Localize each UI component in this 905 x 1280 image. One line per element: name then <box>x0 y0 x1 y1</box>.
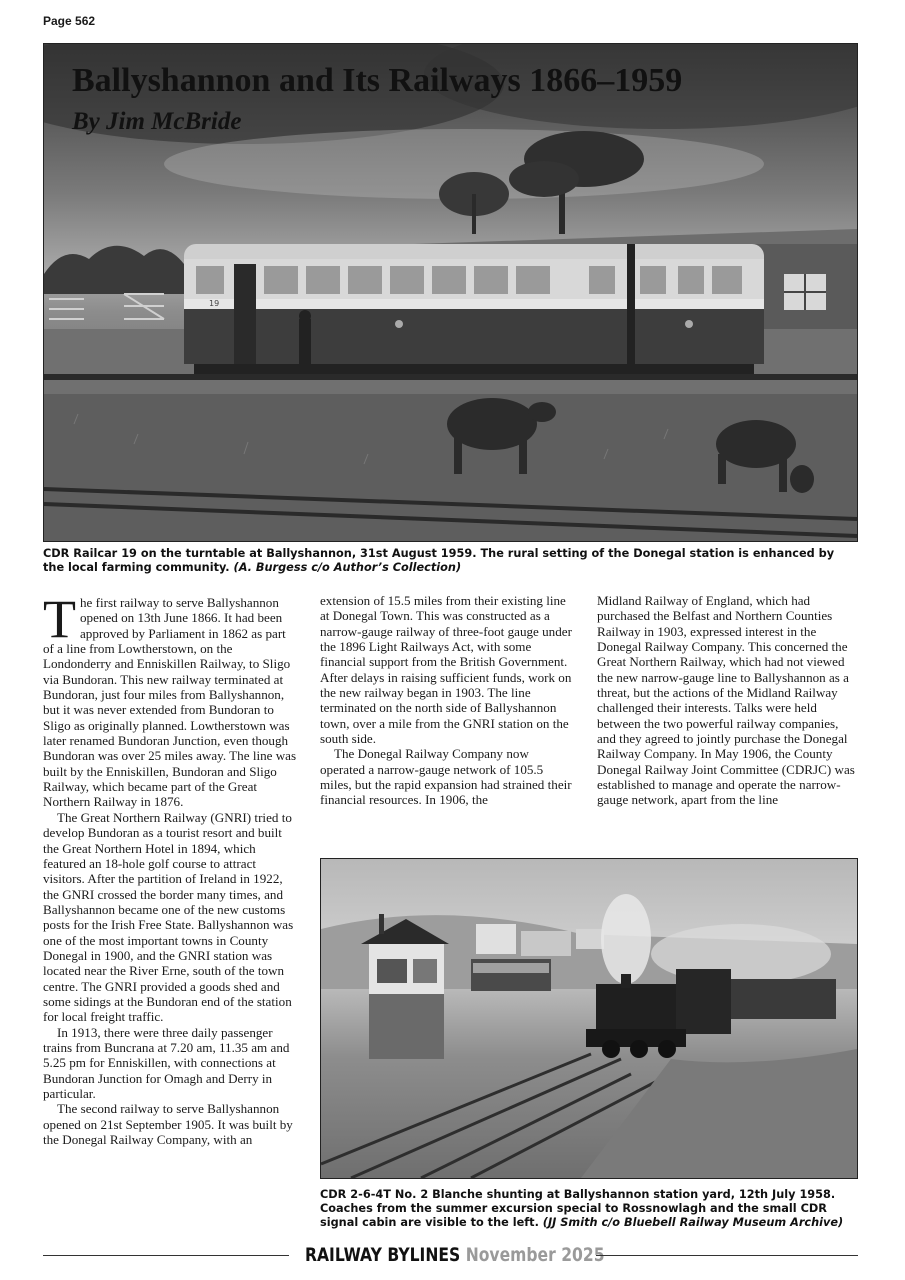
caption-main: CDR Railcar 19 on the turntable at Ballyshannon, 31st August 1959. The rural setting of the Donegal station is enhanced by the local farming community. <box>43 547 835 574</box>
body-column-2 <box>320 593 576 808</box>
paragraph-2: The Great Northern Railway (GNRI) tried to develop Bundoran as a tourist resort and built the Great Northern Hotel in 1894, which featured an 18-hole golf course to attract visitors. After the partition of Ireland in 1922, the GNRI crossed the border many times, and Ballyshannon became one of the new customs posts for the Irish Free State. Ballyshannon was one of the most important towns in County Donegal in 1900, and the GNRI station was located near the River Erne, south of the town centre. The GNRI provided a goods shed and some sidings at the Bundoran end of the station for local freight traffic. <box>43 809 294 1025</box>
paragraph-4: The second railway to serve Ballyshannon opened on 21st September 1905. It was built by the Donegal Railway Company, with an <box>43 1101 293 1148</box>
railcar-number: 19 <box>209 299 220 308</box>
drop-cap: T <box>43 589 76 649</box>
paragraph-4-continued: extension of 15.5 miles from their existing line at Donegal Town. This was constructed as a narrow-gauge railway of three-foot gauge under the 1896 Light Railways Act, with some financial support from the British Government. After delays in raising sufficient funds, work on the new railway began in 1903. The line terminated on the north side of Ballyshannon town, over a mile from the GNRI station on the south side. <box>320 593 572 747</box>
railcar-photo <box>43 43 858 542</box>
paragraph-5: The Donegal Railway Company now operated a narrow-gauge network of 105.5 miles, but the rapid expansion had strained their financial resources. In 1906, the <box>320 746 572 808</box>
paragraph-1 <box>43 589 299 810</box>
footer-rule-right <box>596 1255 858 1256</box>
locomotive-scene <box>321 859 857 1178</box>
page-footer <box>43 1244 858 1266</box>
gate <box>49 294 164 319</box>
caption-main: CDR 2-6-4T No. 2 Blanche shunting at Ballyshannon station yard, 12th July 1958. Coaches from the summer excursion special to Rossnowlagh and the small CDR signal cabin are visible to the left. <box>320 1188 836 1229</box>
locomotive-photo-caption <box>320 1188 858 1230</box>
paragraph-1-text: he first railway to serve Ballyshannon opened on 13th June 1866. It had been approved by Parliament in 1862 as part of a line from Lowtherstown, on the Londonderry and Enniskillen Railway, to Sligo via Bundoran. This new railway terminated at Bundoran, just four miles from Ballyshannon, but it was never extended from Bundoran to Sligo as originally planned. Lowtherstown was later renamed Bundoran Junction, even though Bundoran was over 25 miles away. The line was built by the Enniskillen, Bundoran and Sligo Railway, which became part of the Great Northern Railway in 1876. <box>43 595 297 810</box>
railcar-photo-caption <box>43 547 858 575</box>
footer-brand <box>305 1244 605 1266</box>
paragraph-5-continued: Midland Railway of England, which had purchased the Belfast and Northern Counties Railway in 1903, expressed interest in the Donegal Railway Company. This concerned the Great Northern Railway, which had not viewed the new narrow-gauge line to Ballyshannon as a threat, but the actions of the Midland Railway challenged their interests. Talks were held between the two powerful railway companies, and they agreed to jointly purchase the Donegal Railway Company. In May 1906, the County Donegal Railway Joint Committee (CDRJC) was established to manage and operate the narrow-gauge network, apart from the line <box>597 593 855 808</box>
caption-credit: (JJ Smith c/o Bluebell Railway Museum Archive) <box>542 1216 844 1229</box>
magazine-name: RAILWAY BYLINES <box>305 1244 461 1266</box>
body-column-1 <box>43 589 299 1148</box>
caption-credit: (A. Burgess c/o Author’s Collection) <box>233 561 462 574</box>
paragraph-3: In 1913, there were three daily passenger trains from Buncrana at 7.20 am, 11.35 am and 5.25 pm for Enniskillen, with connections at Bundoran Junction for Omagh and Derry in particular. <box>43 1024 290 1101</box>
page-number: Page 562 <box>43 14 96 28</box>
article-title: Ballyshannon and Its Railways 1866–1959 <box>72 62 683 99</box>
footer-rule-left <box>43 1255 289 1256</box>
article-byline: By Jim McBride <box>72 108 242 135</box>
issue-date: November 2025 <box>465 1244 605 1266</box>
locomotive-photo <box>320 858 858 1179</box>
body-column-3 <box>597 593 856 808</box>
railcar <box>184 244 764 378</box>
